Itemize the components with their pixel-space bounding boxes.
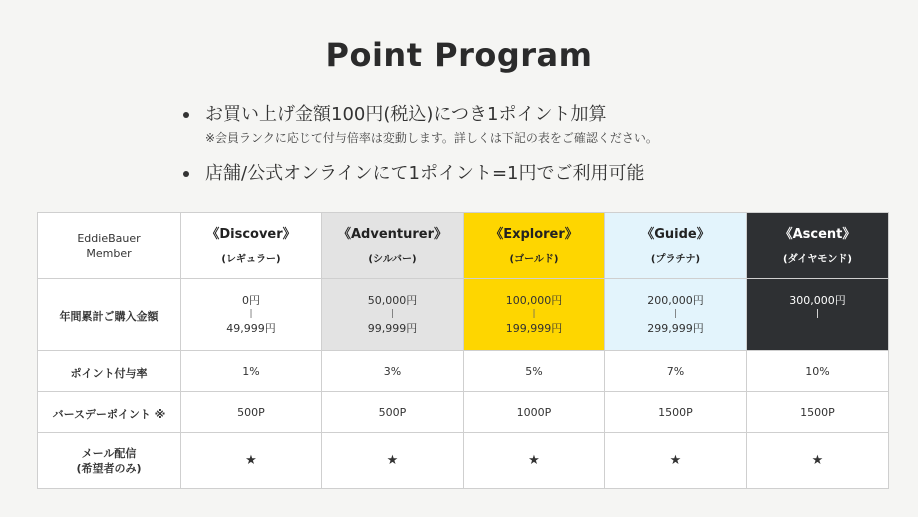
row-label-cell: [38, 433, 181, 489]
rate-cell: 3%: [322, 351, 464, 392]
birthday-cell: 1500P: [605, 392, 747, 433]
tier-header-explorer: [464, 213, 605, 279]
row-label-cell: [38, 279, 181, 351]
row-label: ポイント付与率: [70, 366, 148, 380]
rate-cell: 7%: [605, 351, 747, 392]
star-icon: ★: [605, 433, 747, 489]
rate-cell: 1%: [181, 351, 322, 392]
tier-name: 《Guide》: [641, 227, 710, 242]
amount-cell: [181, 279, 322, 351]
rate-cell: 5%: [464, 351, 605, 392]
member-label: EddieBauer Member: [77, 231, 141, 260]
tier-header-adventurer: [322, 213, 464, 279]
row-label: バースデーポイント ※: [52, 407, 166, 421]
row-label-sub: (希望者のみ): [76, 461, 142, 475]
tier-subtitle: (プラチナ): [650, 254, 701, 265]
amount-cell: [464, 279, 605, 351]
bullet-point-usage: [183, 162, 883, 186]
bullet-note-text: ※会員ランクに応じて付与倍率は変動します。詳しくは下記の表をご確認ください。: [205, 131, 658, 145]
bullet-point-earning: [183, 103, 883, 146]
page-title: Point Program: [325, 36, 593, 74]
amount-min: 300,000円: [789, 294, 846, 307]
bullet-main-text: お買い上げ金額100円(税込)につき1ポイント加算: [205, 104, 607, 125]
row-label-cell: [38, 351, 181, 392]
tier-subtitle: (レギュラー): [221, 254, 281, 265]
amount-max: 49,999円: [226, 322, 276, 335]
tier-subtitle: (シルバー): [368, 254, 417, 265]
tier-name: 《Discover》: [206, 227, 296, 242]
amount-min: 0円: [242, 294, 260, 307]
row-label-cell: [38, 392, 181, 433]
range-separator: |: [815, 309, 820, 319]
tier-header-guide: [605, 213, 747, 279]
bullet-dot-icon: [183, 171, 189, 177]
amount-max: 299,999円: [647, 322, 704, 335]
tier-header-discover: [181, 213, 322, 279]
amount-cell: [322, 279, 464, 351]
birthday-cell: 500P: [322, 392, 464, 433]
birthday-cell: 500P: [181, 392, 322, 433]
birthday-cell: 1000P: [464, 392, 605, 433]
star-icon: ★: [747, 433, 889, 489]
corner-cell: [38, 213, 181, 279]
range-separator: |: [390, 309, 395, 319]
range-separator: |: [532, 309, 536, 319]
bullet-dot-icon: [183, 112, 189, 118]
tier-subtitle: (ダイヤモンド): [783, 254, 852, 265]
bullet-main-text: 店舗/公式オンラインにて1ポイント=1円でご利用可能: [205, 163, 645, 184]
amount-max: 99,999円: [367, 322, 418, 335]
tier-header-row: [38, 213, 889, 279]
rate-cell: 10%: [747, 351, 889, 392]
star-icon: ★: [322, 433, 464, 489]
amount-max: 199,999円: [505, 322, 563, 335]
amount-cell: [605, 279, 747, 351]
mail-delivery-row: [38, 433, 889, 489]
annual-amount-row: [38, 279, 889, 351]
amount-min: 200,000円: [647, 294, 704, 307]
tier-name: 《Adventurer》: [337, 227, 448, 242]
tier-table: [37, 212, 889, 489]
row-label: 年間累計ご購入金額: [59, 310, 159, 323]
amount-min: 100,000円: [505, 294, 563, 307]
tier-header-ascent: [747, 213, 889, 279]
amount-min: 50,000円: [367, 294, 418, 307]
range-separator: |: [249, 309, 253, 319]
range-separator: |: [673, 309, 678, 319]
row-label: メール配信: [81, 446, 137, 460]
star-icon: ★: [464, 433, 605, 489]
tier-name: 《Ascent》: [779, 227, 856, 242]
tier-name: 《Explorer》: [490, 227, 578, 242]
birthday-cell: 1500P: [747, 392, 889, 433]
star-icon: ★: [181, 433, 322, 489]
point-rate-row: [38, 351, 889, 392]
tier-subtitle: (ゴールド): [509, 254, 559, 265]
birthday-point-row: [38, 392, 889, 433]
amount-cell: [747, 279, 889, 351]
amount-max: [747, 321, 888, 336]
program-bullets: [183, 103, 883, 186]
